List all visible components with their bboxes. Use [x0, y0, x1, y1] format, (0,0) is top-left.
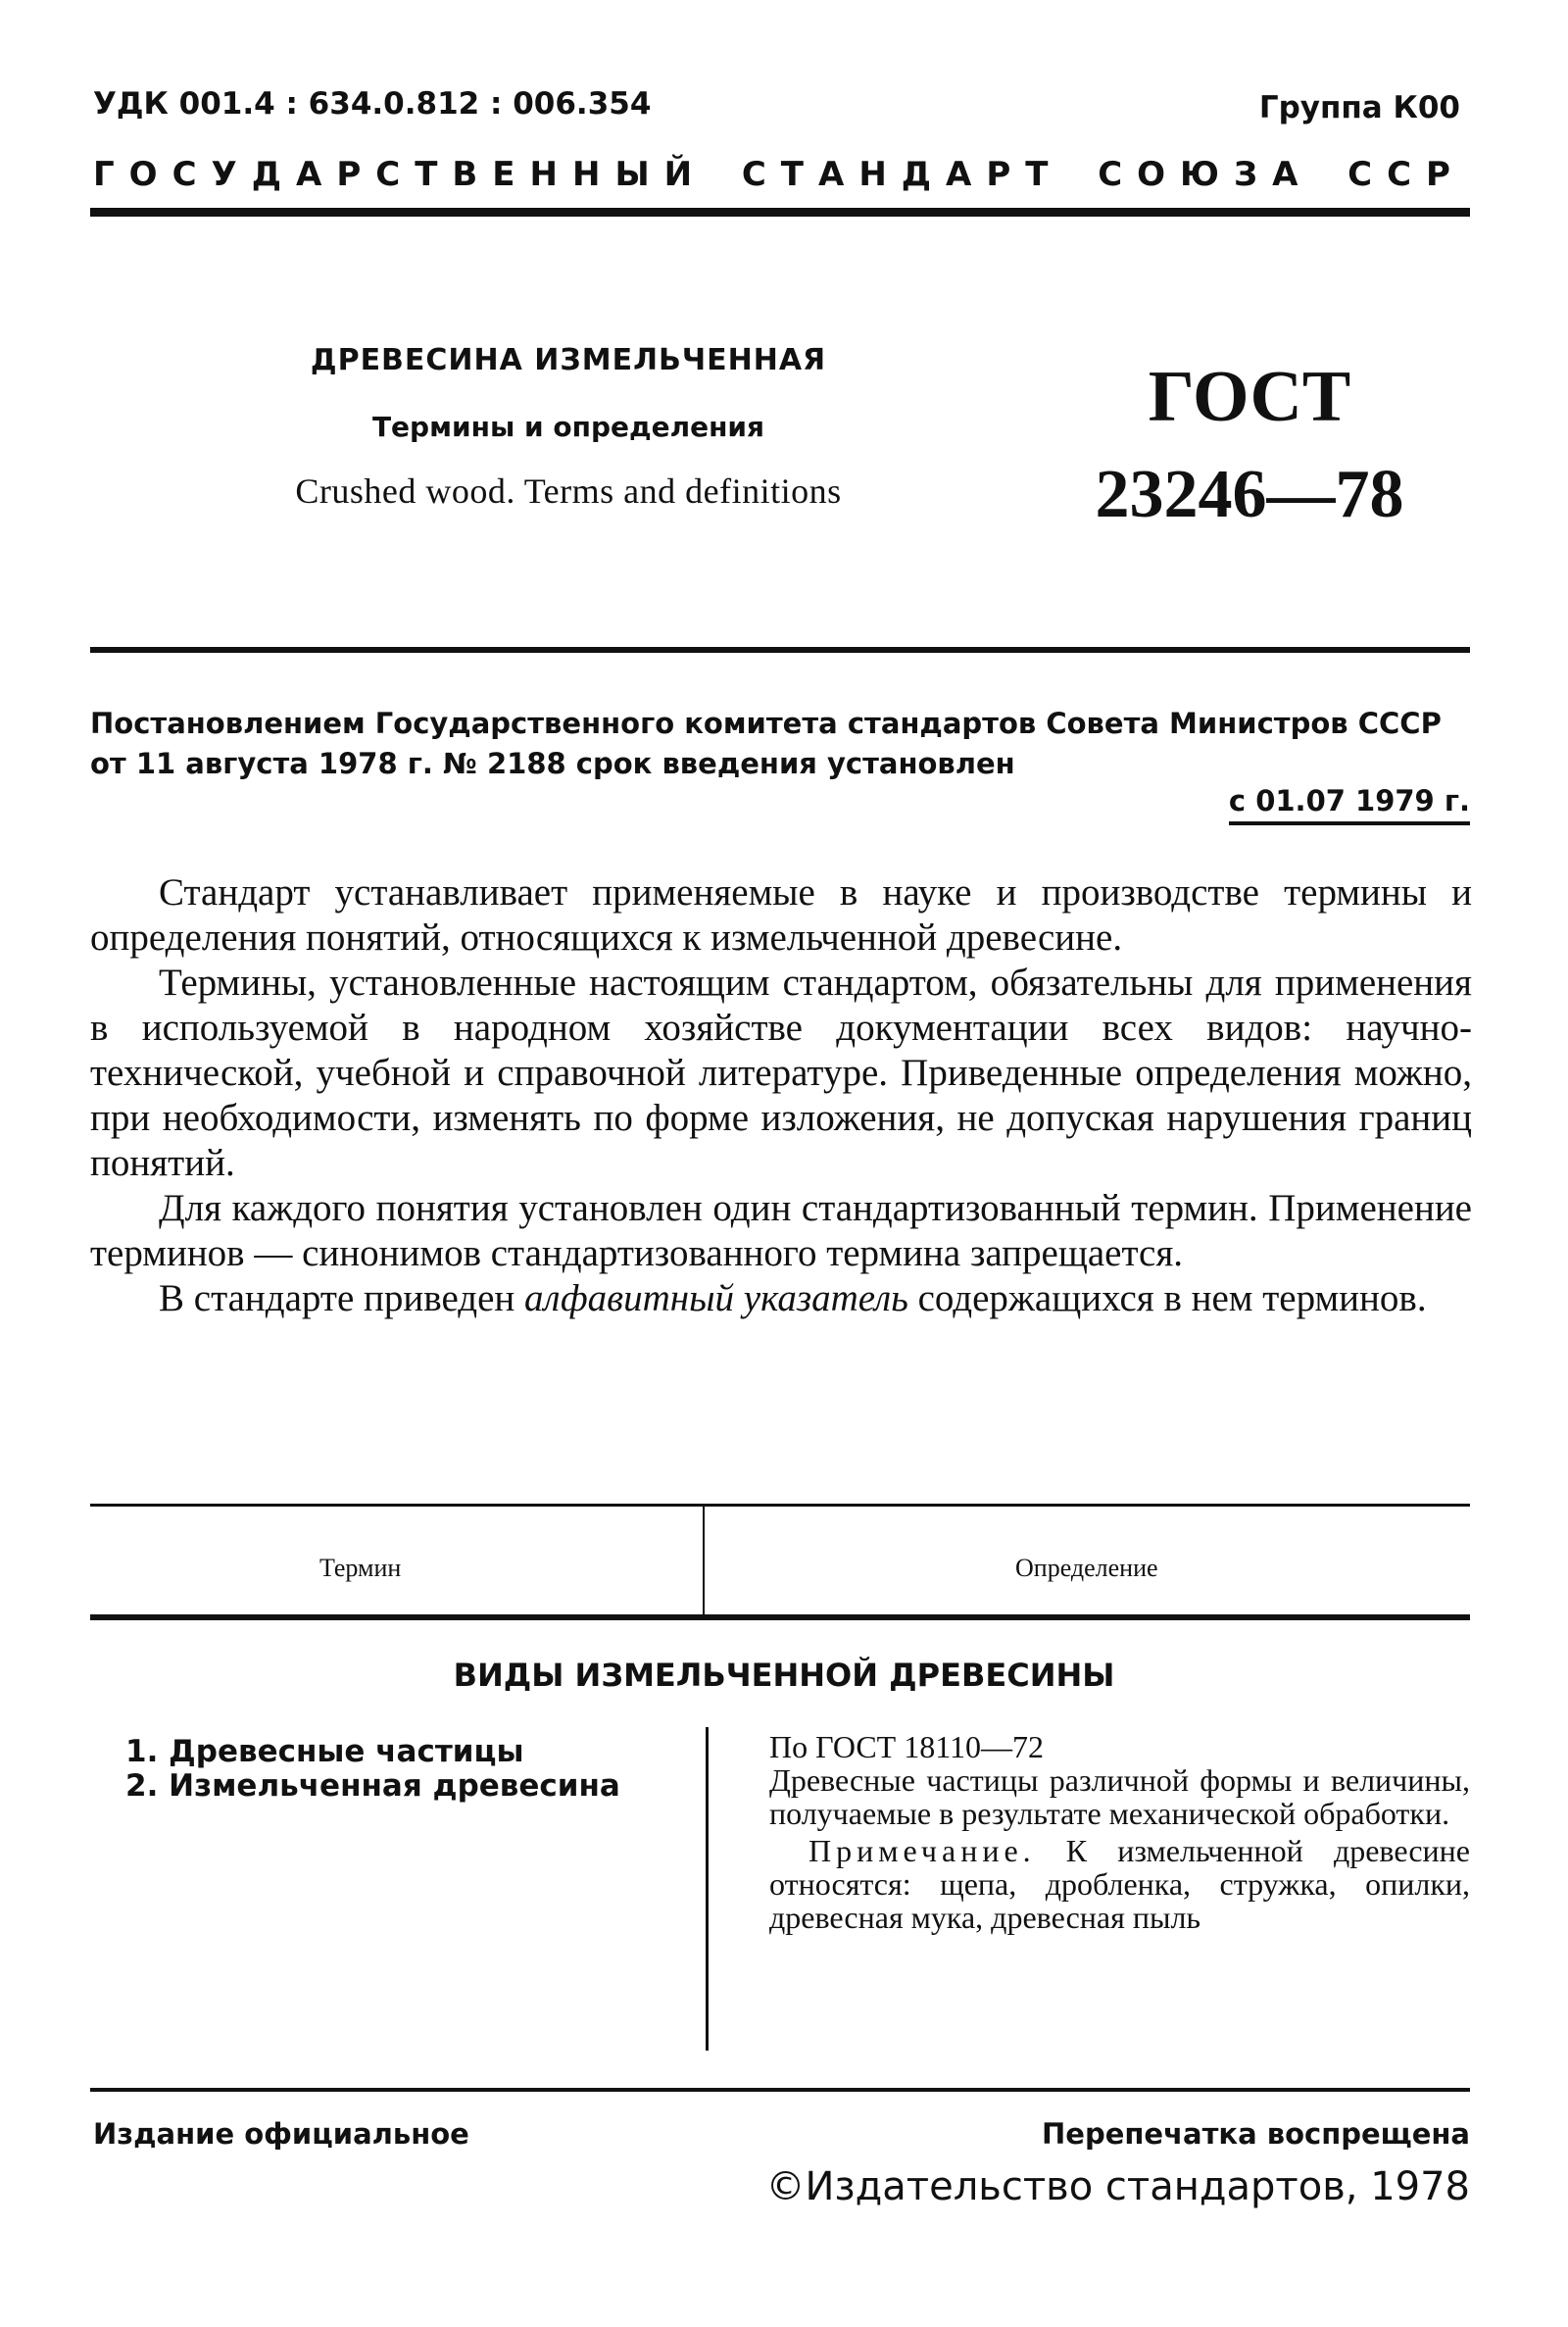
- title-rule: [90, 647, 1470, 653]
- intro-p4-end: содержащихся в нем терминов.: [907, 1277, 1427, 1319]
- reprint-prohibited: Перепечатка воспрещена: [1042, 2117, 1470, 2151]
- intro-p4-start: В стандарте приведен: [159, 1277, 525, 1319]
- table-header-term: Термин: [319, 1554, 402, 1582]
- gost-number: 23246—78: [1095, 457, 1404, 532]
- footer-rule: [90, 2088, 1470, 2092]
- note-text: К измельченной древесине относятся: щепа, дробленка, стружка, опилки, древесная мука, древесная пыль: [769, 1833, 1470, 1935]
- state-standard-word-3: СОЮЗА: [1098, 155, 1313, 194]
- intro-paragraph-1: Стандарт устанавливает применяемые в науке и производстве термины и определения понятий, относящихся к измельченной древесине.: [90, 871, 1472, 959]
- gost-designation: [1078, 357, 1421, 532]
- official-edition: Издание официальное: [93, 2117, 469, 2151]
- table-header-definition: Определение: [1015, 1554, 1158, 1582]
- table-header-divider: [703, 1507, 705, 1614]
- introduction: [90, 870, 1472, 1321]
- intro-paragraph-2: Термины, установленные настоящим стандартом, обязательны для применения в используемой в народном хозяйстве документации всех видов: научно-технической, учебной и справочной литературе. Приведенные определения можно, при необходимости, изменять по форме изложения, не допуская нарушения границ понятий.: [90, 962, 1472, 1184]
- intro-paragraph-4: [90, 1276, 1472, 1321]
- note-label: Примечание.: [808, 1833, 1036, 1868]
- term-2: 2. Измельченная древесина: [125, 1768, 620, 1804]
- definition-1: По ГОСТ 18110—72: [769, 1729, 1045, 1764]
- state-standard-word-2: СТАНДАРТ: [741, 155, 1063, 194]
- definition-2: Древесные частицы различной формы и величины, получаемые в результате механической обработки.: [769, 1762, 1470, 1831]
- state-standard-word-4: ССР: [1348, 155, 1465, 194]
- term-1: 1. Древесные частицы: [125, 1734, 524, 1769]
- definition-2-note: [769, 1834, 1470, 1934]
- document-title: ДРЕВЕСИНА ИЗМЕЛЬЧЕННАЯ: [310, 343, 827, 377]
- section-title: ВИДЫ ИЗМЕЛЬЧЕННОЙ ДРЕВЕСИНЫ: [453, 1657, 1115, 1694]
- english-title: Crushed wood. Terms and definitions: [295, 471, 842, 511]
- state-standard-word-1: ГОСУДАРСТВЕННЫЙ: [93, 155, 708, 194]
- effective-date: с 01.07 1979 г.: [1229, 784, 1470, 825]
- definitions-column: [769, 1730, 1470, 1934]
- decree-line-1: Постановлением Государственного комитета стандартов Совета Министров СССР: [90, 707, 1442, 740]
- table-header-rule: [90, 1614, 1470, 1620]
- state-standard-heading: [93, 155, 1465, 194]
- udk-code: УДК 001.4 : 634.0.812 : 006.354: [93, 86, 652, 122]
- document-subtitle: Термины и определения: [371, 411, 765, 443]
- decree-text: [90, 704, 1472, 784]
- gost-label: ГОСТ: [1148, 357, 1351, 437]
- header-rule: [90, 208, 1470, 217]
- intro-p4-italic: алфавитный указатель: [524, 1277, 908, 1319]
- table-top-rule: [90, 1504, 1470, 1507]
- decree-line-2: от 11 августа 1978 г. № 2188 срок введения установлен: [90, 747, 1015, 780]
- title-block: [176, 343, 960, 512]
- intro-paragraph-3: Для каждого понятия установлен один стандартизованный термин. Применение терминов — синонимов стандартизованного термина запрещается.: [90, 1187, 1472, 1274]
- table-body-divider: [706, 1727, 709, 2051]
- group-code: Группа К00: [1258, 90, 1460, 125]
- publisher-copyright: ©Издательство стандартов, 1978: [765, 2164, 1470, 2209]
